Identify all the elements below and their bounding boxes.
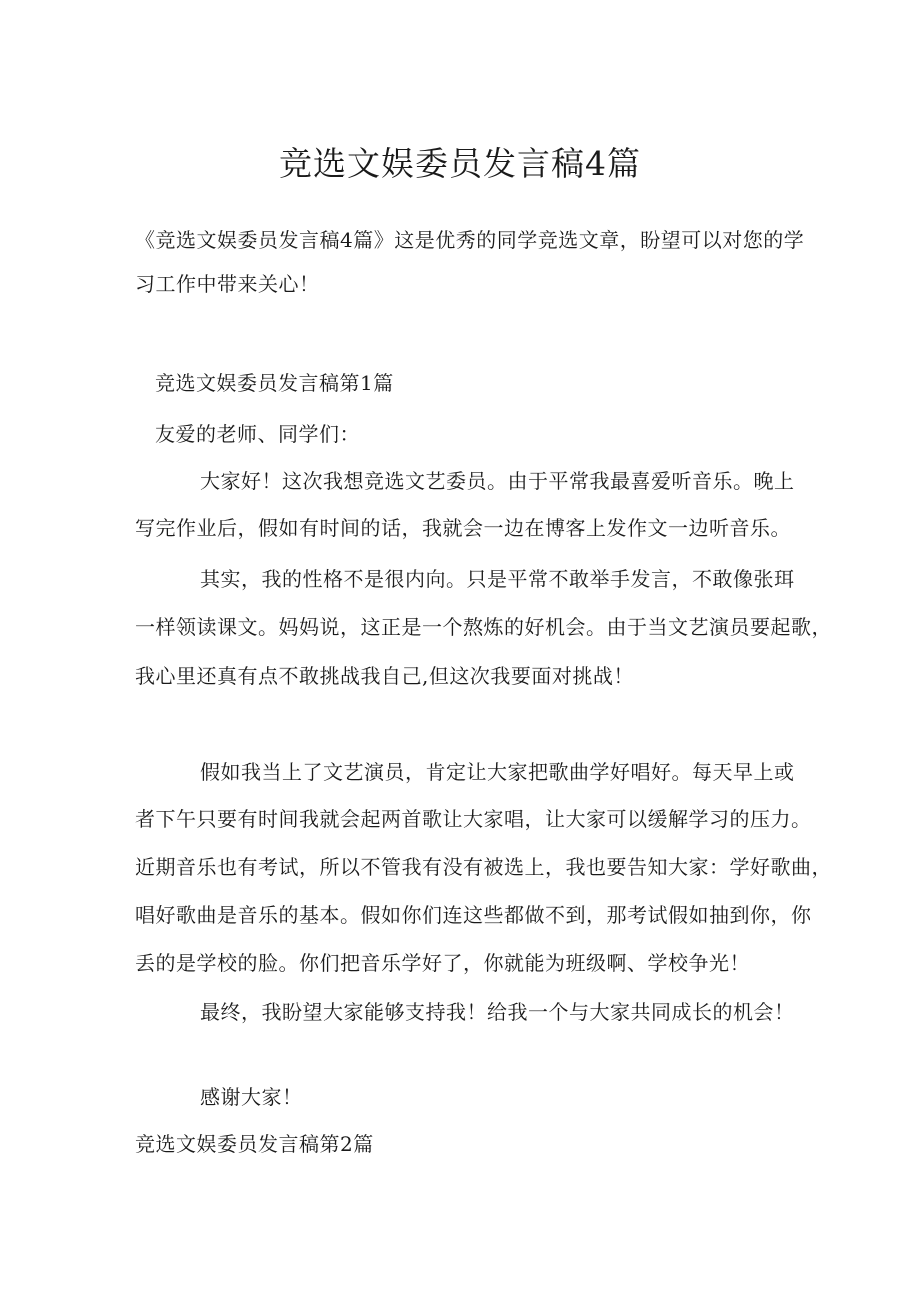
salutation: 友爱的老师、同学们： bbox=[155, 422, 360, 446]
section-heading: 竞选文娱委员发言稿第1篇 bbox=[155, 371, 394, 395]
paragraph-line: 一样领读课文。妈妈说，这正是一个熬炼的好机会。由于当文艺演员要起歌， bbox=[135, 615, 832, 639]
intro-line: 习工作中带来关心！ bbox=[135, 272, 320, 296]
paragraph-line: 其实，我的性格不是很内向。只是平常不敢举手发言，不敢像张珥 bbox=[200, 567, 795, 591]
paragraph-line: 近期音乐也有考试，所以不管我有没有被选上，我也要告知大家：学好歌曲， bbox=[135, 855, 832, 879]
paragraph-line: 假如我当上了文艺演员，肯定让大家把歌曲学好唱好。每天早上或 bbox=[200, 760, 795, 784]
intro-line: 《竞选文娱委员发言稿4篇》这是优秀的同学竞选文章，盼望可以对您的学 bbox=[135, 228, 805, 252]
paragraph-line: 丢的是学校的脸。你们把音乐学好了，你就能为班级啊、学校争光！ bbox=[135, 951, 750, 975]
paragraph-line: 写完作业后，假如有时间的话，我就会一边在博客上发作文一边听音乐。 bbox=[135, 516, 791, 540]
paragraph-line: 大家好！这次我想竞选文艺委员。由于平常我最喜爱听音乐。晚上 bbox=[200, 469, 795, 493]
paragraph-line: 最终，我盼望大家能够支持我！给我一个与大家共同成长的机会！ bbox=[200, 1000, 795, 1024]
section-heading: 竞选文娱委员发言稿第2篇 bbox=[135, 1132, 374, 1156]
paragraph-line: 唱好歌曲是音乐的基本。假如你们连这些都做不到，那考试假如抽到你，你 bbox=[135, 903, 812, 927]
document-title: 竞选文娱委员发言稿4篇 bbox=[279, 144, 641, 183]
closing-line: 感谢大家！ bbox=[200, 1085, 303, 1109]
paragraph-line: 者下午只要有时间我就会起两首歌让大家唱，让大家可以缓解学习的压力。 bbox=[135, 807, 812, 831]
paragraph-line: 我心里还真有点不敢挑战我自己,但这次我要面对挑战！ bbox=[135, 664, 634, 688]
